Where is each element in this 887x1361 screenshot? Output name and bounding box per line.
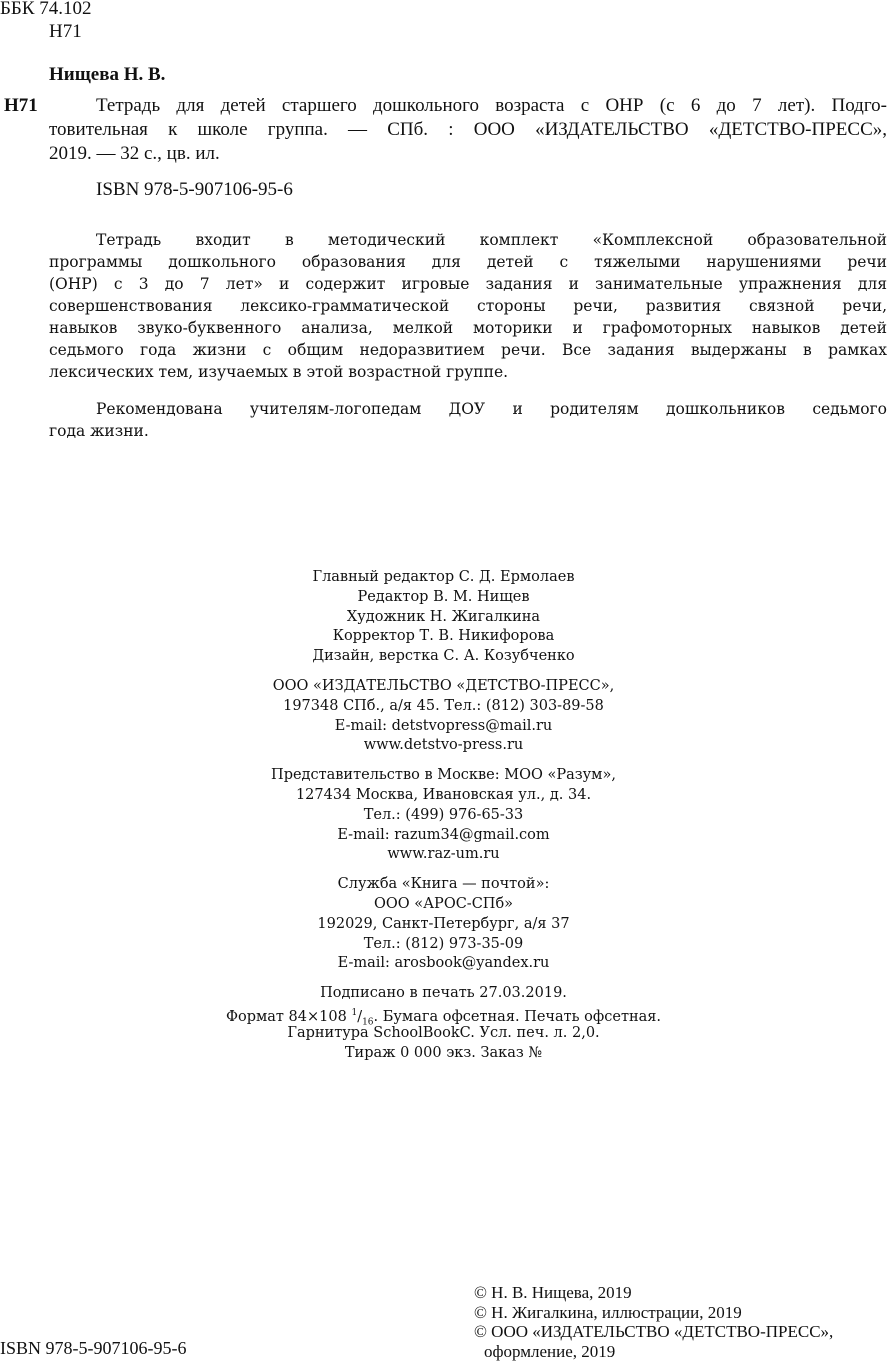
publisher-line: ООО «ИЗДАТЕЛЬСТВО «ДЕТСТВО-ПРЕСС», — [272, 677, 615, 694]
annotation-line: Тетрадь входит в методический комплект «Комплексной образовательной — [96, 231, 887, 249]
annotation-line: седьмого года жизни с общим недоразвитием речи. Все задания выдержаны в рамках — [49, 341, 887, 359]
copyright-line: © Н. Жигалкина, иллюстрации, 2019 — [474, 1302, 742, 1322]
format-suffix: . Бумага офсетная. Печать офсетная. — [373, 1008, 662, 1025]
citation-line: 2019. — 32 с., цв. ил. — [49, 143, 220, 164]
citation-line: товительная к школе группа. — СПб. : ООО «ИЗДАТЕЛЬСТВО «ДЕТСТВО-ПРЕСС», — [49, 119, 887, 140]
staff-line: Главный редактор С. Д. Ермолаев — [312, 569, 575, 585]
annotation-line: совершенствования лексико-грамматической стороны речи, развития связной речи, — [49, 297, 887, 315]
recommendation-line: Рекомендована учителям-логопедам ДОУ и родителям дошкольников седьмого — [96, 400, 887, 418]
publisher-website[interactable]: www.detstvo-press.ru — [363, 737, 524, 754]
mail-service-line: Служба «Книга — почтой»: — [337, 876, 550, 893]
staff-line: Художник Н. Жигалкина — [346, 608, 541, 625]
annotation-line: навыков звуко-буквенного анализа, мелкой моторики и графомоторных навыков детей — [49, 319, 887, 337]
bbk-code: ББК 74.102 — [0, 0, 92, 19]
annotation-line: программы дошкольного образования для детей с тяжелыми нарушениями речи — [49, 253, 887, 271]
moscow-line: 127434 Москва, Ивановская ул., д. 34. — [295, 786, 592, 803]
mail-service-line: 192029, Санкт-Петербург, а/я 37 — [317, 915, 570, 932]
moscow-email[interactable]: E-mail: razum34@gmail.com — [337, 826, 550, 843]
print-run-line: Тираж 0 000 экз. Заказ № — [344, 1044, 543, 1061]
imprint-block — [200, 568, 687, 1063]
moscow-line: Тел.: (499) 976-65-33 — [363, 806, 524, 823]
annotation-line: лексических тем, изучаемых в этой возрастной группе. — [49, 363, 509, 381]
author-mark: Н71 — [49, 21, 82, 42]
moscow-line: Представительство в Москве: МОО «Разум», — [271, 767, 616, 784]
format-line: Формат 84×108 $^1/_{16}$. Бумага офсетная. Печать офсетная. — [225, 1007, 662, 1028]
citation-line: Тетрадь для детей старшего дошкольного возраста с ОНР (с 6 до 7 лет). Подго- — [96, 95, 887, 116]
format-num: 1 — [351, 1007, 358, 1018]
copyright-line: © Н. В. Нищева, 2019 — [474, 1283, 632, 1302]
recommendation-line: года жизни. — [49, 422, 149, 440]
isbn: ISBN 978-5-907106-95-6 — [96, 179, 293, 200]
citation-mark: Н71 — [4, 95, 38, 116]
author-name: Нищева Н. В. — [49, 64, 166, 85]
typeface-line: Гарнитура SchoolBookC. Усл. печ. л. 2,0. — [287, 1024, 600, 1041]
annotation-line: (ОНР) с 3 до 7 лет» и содержит игровые задания и занимательные упражнения для — [49, 275, 887, 293]
staff-line: Дизайн, верстка С. А. Козубченко — [312, 648, 575, 665]
copyright-line: оформление, 2019 — [484, 1341, 616, 1361]
staff-line: Редактор В. М. Нищев — [357, 588, 530, 605]
isbn-bottom: ISBN 978-5-907106-95-6 — [0, 1338, 187, 1358]
format-den: 16 — [362, 1017, 374, 1028]
signed-date: Подписано в печать 27.03.2019. — [320, 985, 567, 1002]
copyright-line: © ООО «ИЗДАТЕЛЬСТВО «ДЕТСТВО-ПРЕСС», — [474, 1322, 834, 1341]
mail-service-line: ООО «АРОС-СПб» — [373, 895, 514, 912]
copyright-block — [474, 1283, 833, 1361]
publisher-line: 197348 СПб., а/я 45. Тел.: (812) 303-89-58 — [283, 697, 604, 714]
mail-service-line: Тел.: (812) 973-35-09 — [363, 935, 524, 952]
publisher-email[interactable]: E-mail: detstvopress@mail.ru — [334, 717, 553, 734]
moscow-website[interactable]: www.raz-um.ru — [387, 846, 500, 863]
staff-line: Корректор Т. В. Никифорова — [332, 628, 555, 645]
format-prefix: Формат 84×108 — [225, 1008, 352, 1025]
mail-service-email[interactable]: E-mail: arosbook@yandex.ru — [337, 955, 550, 972]
